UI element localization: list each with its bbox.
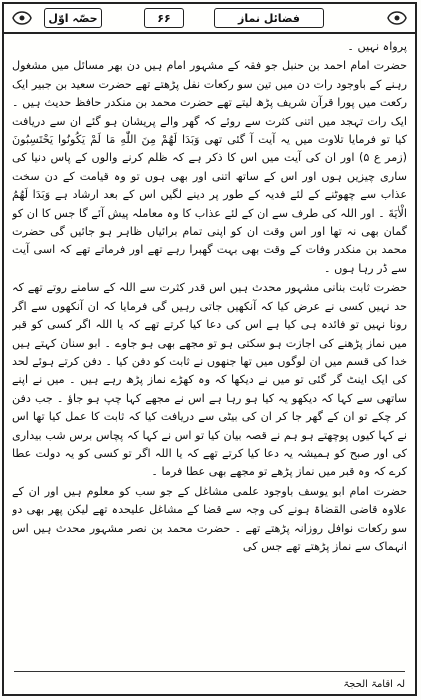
paragraph: حضرت امام ابو یوسف باوجود علمی مشاغل کے جو سب کو معلوم ہیں اور ان کے علاوہ قاضی القضاۃ ہونے کی وجہ سے قضا کے مشاغل علیحدہ تھے لیکن پھر بھی دو سو رکعات نوافل روزانہ پڑھتے تھے ۔ حضرت محمد بن نصر مشہور محدث ہیں اس انہماک سے نماز پڑھتے تھے جس کی — [12, 484, 407, 553]
page-frame — [2, 2, 417, 696]
page-header — [4, 4, 415, 34]
footnote: لہ اقامۃ الحجۃ — [343, 679, 405, 690]
footnote-divider — [14, 671, 405, 672]
book-title: فضائل نماز — [214, 8, 324, 28]
page-number: ۶۶ — [144, 8, 184, 28]
page-body — [12, 38, 407, 668]
ornament-icon — [385, 6, 409, 30]
paragraph: پرواہ نہیں ۔ — [347, 40, 407, 53]
paragraph: حضرت ثابت بنانی مشہور محدث ہیں اس قدر کثرت سے اللہ کے سامنے روتے تھے کہ حد نہیں کسی نے عرض کیا کہ آنکھیں جاتی رہیں گی فرمایا کہ ان آنکھوں سے اگر رونا نہیں تو فائدہ ہی کیا ہے اس کی دعا کیا کرتے تھے کہ یا اللہ اگر کسی کو قبر میں نماز پڑھنے کی اجازت ہو سکتی ہو تو مجھے بھی ہو جاوے ۔ ابو سنان کہتے ہیں خدا کی قسم میں ان لوگوں میں تھا جنھوں نے ثابت کو دفن کیا ۔ دفن کرتے ہوئے لحد کی ایک اینٹ گر گئی تو میں نے دیکھا کہ وہ کھڑے نماز پڑھ رہے ہیں ۔ میں نے اپنے ساتھی سے کہا کہ دیکھو یہ کیا ہو رہا ہے اس نے مجھے کہا چپ ہو جاؤ ۔ جب دفن کر چکے تو ان کے گھر جا کر ان کی بیٹی سے دریافت کیا کہ ثابت کا عمل کیا تھا اس نے کہا کیوں پوچھتے ہو ہم نے قصہ بیان کیا تو اس نے کہا کہ پچاس برس شب بیداری کی اور صبح کو ہمیشہ یہ دعا کیا کرتے تھے کہ یا اللہ اگر تو کسی کو یہ دولت عطا کرے کہ وہ قبر میں نماز پڑھے تو مجھے بھی عطا فرما ۔ — [12, 281, 407, 479]
paragraph: حضرت امام احمد بن حنبل جو فقہ کے مشہور امام ہیں دن بھر مسائل میں مشغول رہنے کے باوجود رات دن میں تین سو رکعات نفل پڑھتے تھے حضرت سعید بن جبیر ایک رکعت میں پورا قرآن شریف پڑھ لیتے تھے حضرت محمد بن منکدر حافظ حدیث ہیں ۔ ایک رات تہجد میں اتنی کثرت سے روئے کہ گھر والے پریشان ہو گئے ان سے دریافت کیا تو فرمایا تلاوت میں یہ آیت آ گئی تھی وَبَدَا لَهُمْ مِنَ اللّٰهِ مَا لَمْ يَكُونُوا يَحْتَسِبُونَ (زمر ع ۵) اور ان کی آیت میں اس کا ذکر ہے کہ ظلم کرنے والوں کے پاس دنیا کی ساری چیزیں ہوں اور اس کے ساتھ اتنی اور بھی ہوں تو وہ قیامت کے دن سخت عذاب سے چھوٹنے کے لئے فدیہ کے طور پر دینے لگیں اس کے بعد ارشاد ہے وَبَدَا لَهُمُ الْاٰيَةَ ۔ اور اللہ کی طرف سے ان کے لئے عذاب کا وہ معاملہ پیش آئے گا جس کا ان کو گمان بھی نہ تھا اور اس وقت ان کو اپنی تمام برائیاں ظاہر ہو جائیں گی حضرت محمد بن منکدر وفات کے وقت بھی بہت گھبرا رہے تھے اور فرماتے تھے کہ اسی آیت سے ڈر رہا ہوں ۔ — [12, 59, 407, 275]
ornament-icon — [10, 6, 34, 30]
section-label: حصّہ اوّل — [44, 8, 102, 28]
